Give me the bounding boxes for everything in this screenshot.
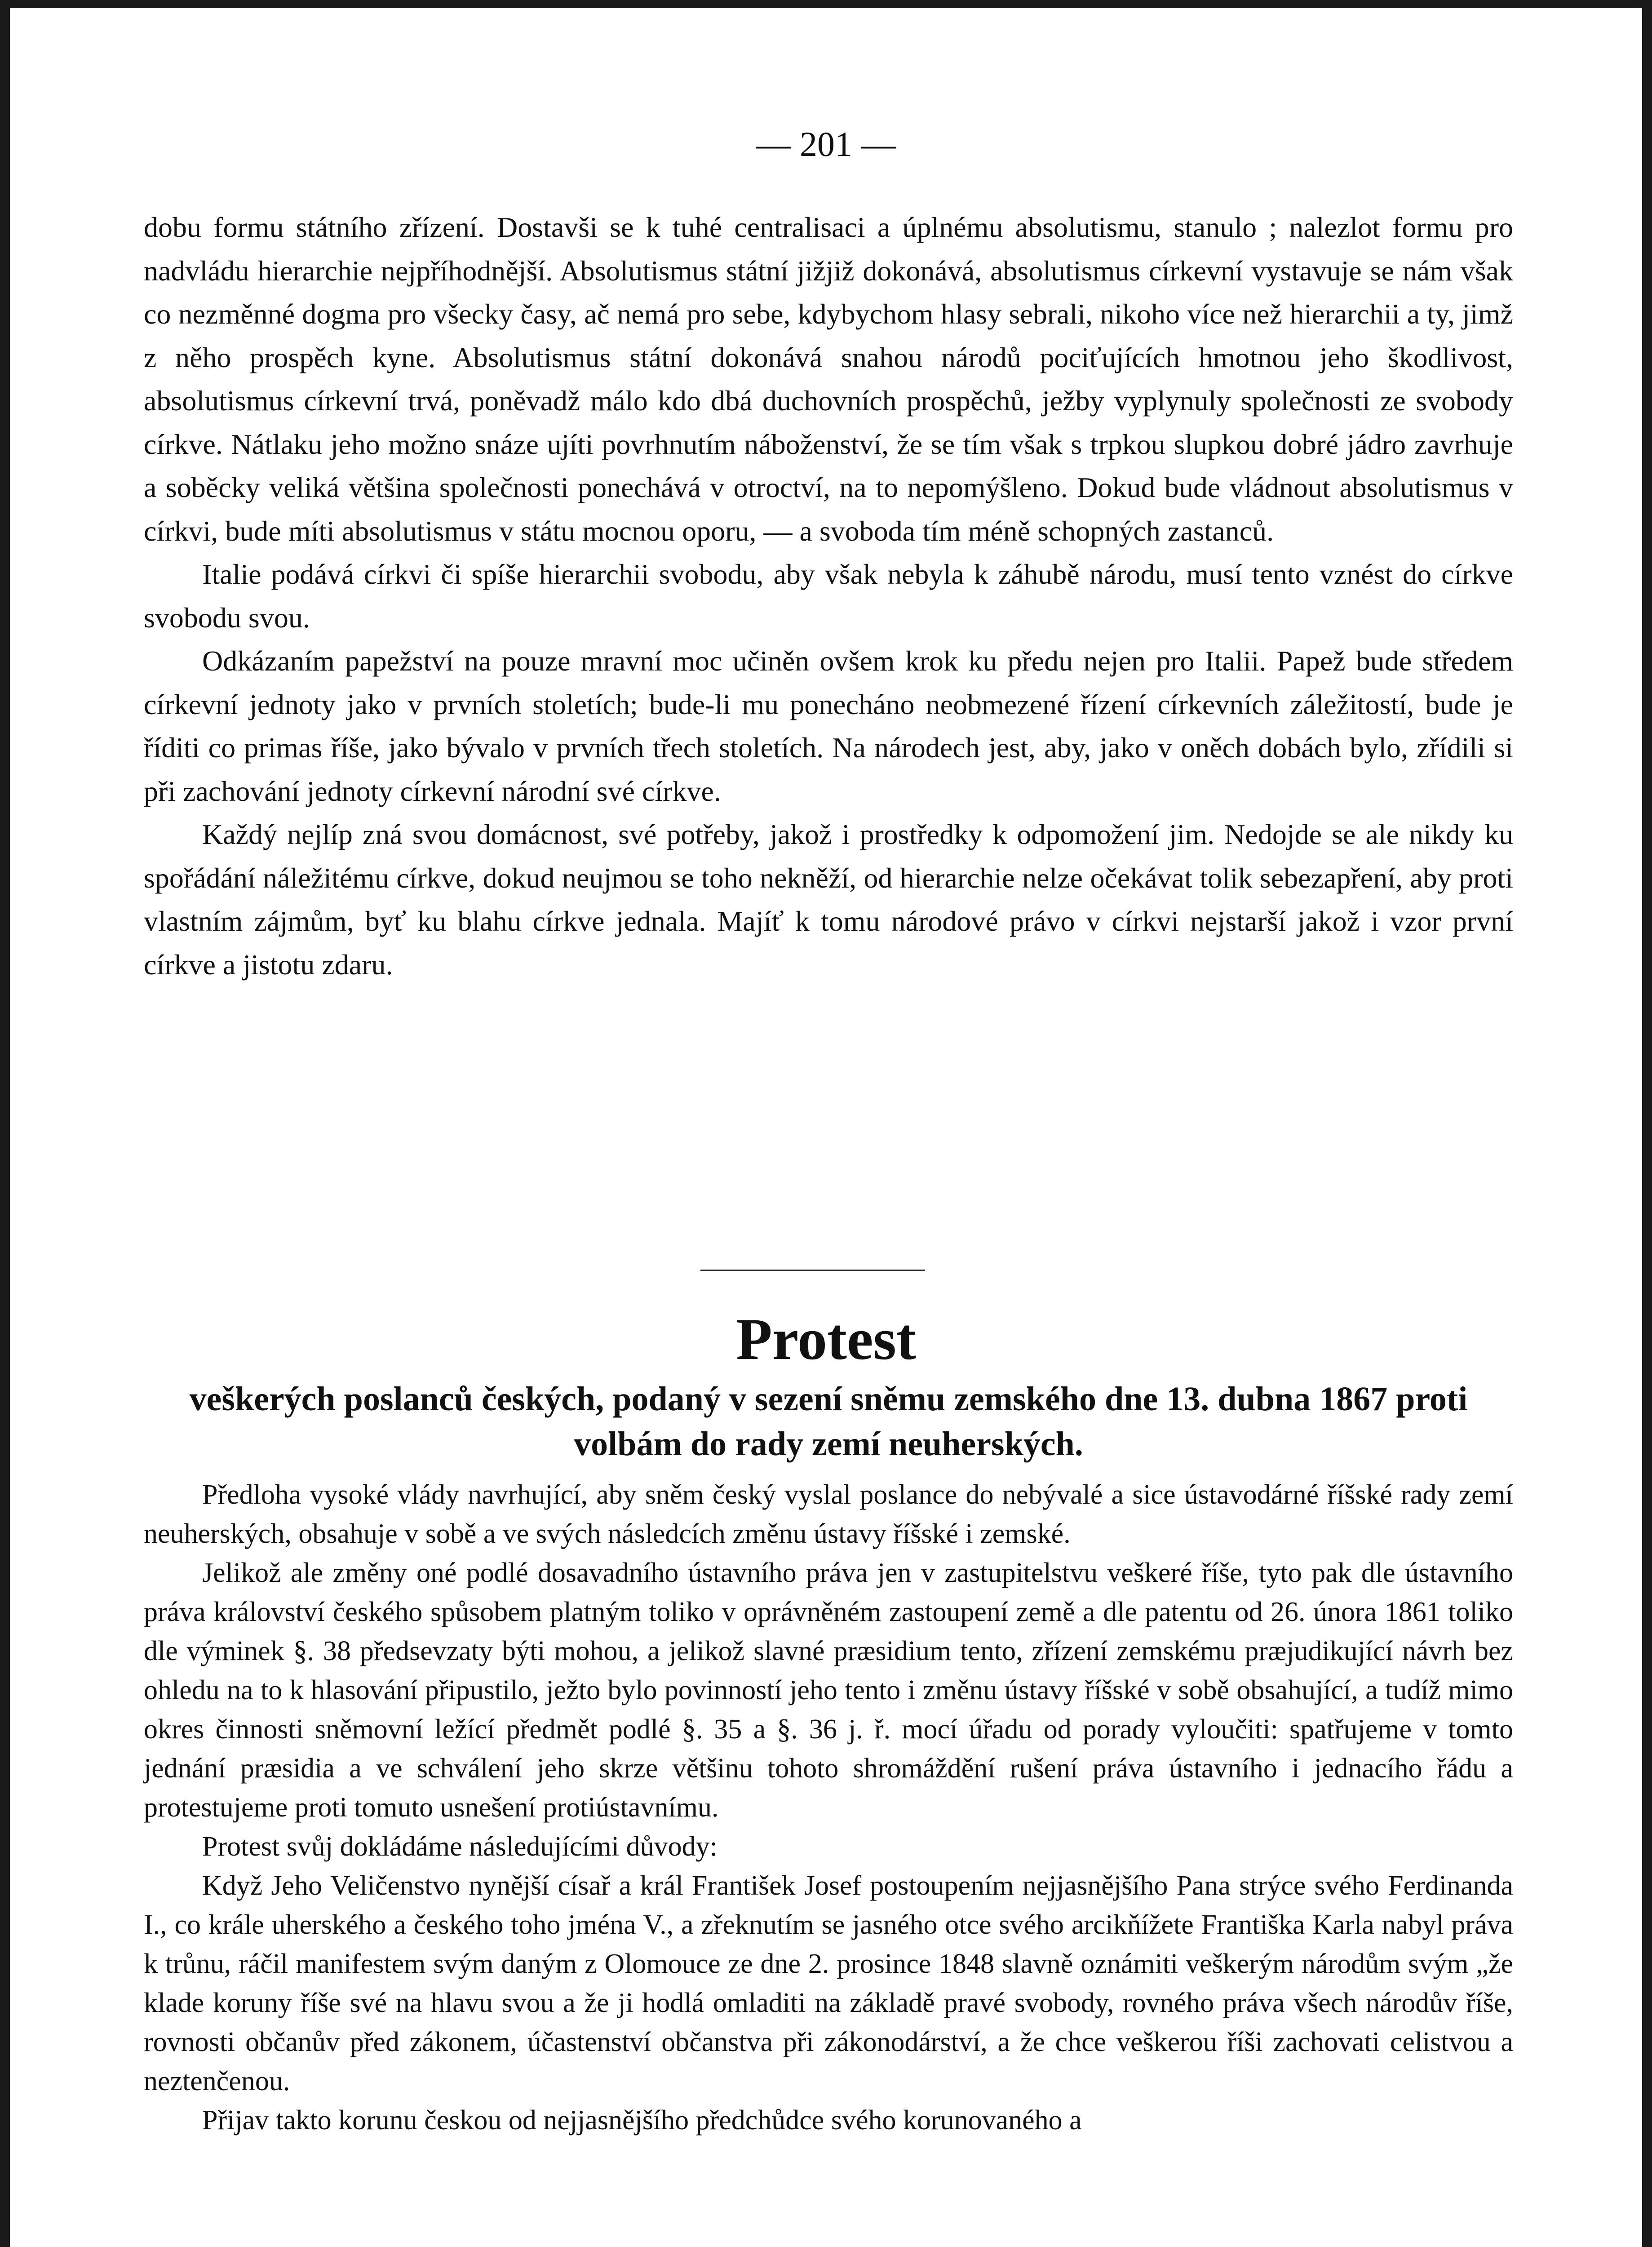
protest-title: Protest: [736, 1306, 916, 1372]
paragraph: Odkázaním papežství na pouze mravní moc učiněn ovšem krok ku předu nejen pro Italii. Papež bude středem církevní jednoty jako v prvních stoletích; bude-li mu ponecháno neobmezené řízení církevních záležitostí, bude je říditi co primas říše, jako bývalo v prvních třech stoletích. Na národech jest, aby, jako v oněch dobách bylo, zřídili si při zachování jednoty církevní národní své církve.: [144, 645, 1513, 807]
page-number: — 201 —: [756, 124, 896, 164]
paragraph: Jelikož ale změny oné podlé dosavadního ústavního práva jen v zastupitelstvu veškeré říše, tyto pak dle ústavního práva království českého spůsobem platným toliko v oprávněném zastoupení země a dle patentu od 26. února 1861 toliko dle výminek §. 38 předsevzaty býti mohou, a jelikož slavné præsidium tento, zřízení zemskému præjudikující návrh bez ohledu na to k hlasování připustilo, ježto bylo povinností jeho tento i změnu ústavy říšské v sobě obsahující, a tudíž mimo okres činnosti sněmovní ležící předmět podlé §. 35 a §. 36 j. ř. mocí úřadu od porady vyloučiti: spatřujeme v tomto jednání præsidia a ve schválení jeho skrze většinu tohoto shromáždění rušení práva ústavního i jednacího řádu a protestujeme proti tomuto usnešení protiústavnímu.: [144, 1558, 1513, 1823]
section-protest: [144, 1475, 1513, 2140]
paragraph: dobu formu státního zřízení. Dostavši se k tuhé centralisaci a úplnému absolutismu, stanulo ; nalezlot formu pro nadvládu hierarchie nejpříhodnější. Absolutismus státní jižjiž dokonává, absolutismus církevní vystavuje se nám však co nezměnné dogma pro všecky časy, ač nemá pro sebe, kdybychom hlasy sebrali, nikoho více než hierarchii a ty, jimž z něho prospěch kyne. Absolutismus státní dokonává snahou národů pociťujících hmotnou jeho škodlivost, absolutismus církevní trvá, poněvadž málo kdo dbá duchovních prospěchů, ježby vyplynuly společnosti ze svobody církve. Nátlaku jeho možno snáze ujíti povrhnutím náboženství, že se tím však s trpkou slupkou dobré jádro zavrhuje a soběcky veliká většina společnosti ponechává v otroctví, na to nepomýšleno. Dokud bude vládnout absolutismus v církvi, bude míti absolutismus v státu mocnou oporu, — a svoboda tím méně schopných zastanců.: [144, 211, 1513, 547]
paragraph: Každý nejlíp zná svou domácnost, své potřeby, jakož i prostředky k odpomožení jim. Nedojde se ale nikdy ku spořádání náležitému církve, dokud neujmou se toho nekněží, od hierarchie nelze očekávat tolik sebezapření, aby proti vlastním zájmům, byť ku blahu církve jednala. Majíť k tomu národové právo v církvi nejstarší jakož i vzor první církve a jistotu zdaru.: [144, 818, 1513, 981]
paragraph: Přijav takto korunu českou od nejjasnějšího předchůdce svého korunovaného a: [202, 2105, 1082, 2136]
paragraph: Předloha vysoké vlády navrhující, aby sněm český vyslal poslance do nebývalé a sice ústavodárné říšské rady zemí neuherských, obsahuje v sobě a ve svých následcích změnu ústavy říšské i zemské.: [144, 1479, 1513, 1549]
section-divider: [700, 1270, 925, 1271]
paragraph: Italie podává církvi či spíše hierarchii svobodu, aby však nebyla k záhubě národu, musí tento vznést do církve svobodu svou.: [144, 558, 1513, 634]
section-church-absolutism: [144, 206, 1513, 986]
paragraph: Když Jeho Veličenstvo nynější císař a král František Josef postoupením nejjasnějšího Pana strýce svého Ferdinanda I., co krále uherského a českého toho jména V., a zřeknutím se jasného otce svého arcikňížete Františka Karla nabyl práva k trůnu, ráčil manifestem svým daným z Olomouce ze dne 2. prosince 1848 slavně oznámiti veškerým národům svým „že klade koruny říše své na hlavu svou a že ji hodlá omladiti na základě pravé svobody, rovného práva všech národův říše, rovnosti občanův před zákonem, účastenství občanstva při zákonodárství, a že chce veškerou říši zachovati celistvou a neztenčenou.: [144, 1870, 1513, 2096]
scanned-page: [10, 8, 1642, 2247]
protest-subtitle: veškerých poslanců českých, podaný v sezení sněmu zemského dne 13. dubna 1867 proti volbám do rady zemí neuherských.: [189, 1380, 1468, 1463]
paragraph: Protest svůj dokládáme následujícími důvody:: [202, 1831, 717, 1862]
